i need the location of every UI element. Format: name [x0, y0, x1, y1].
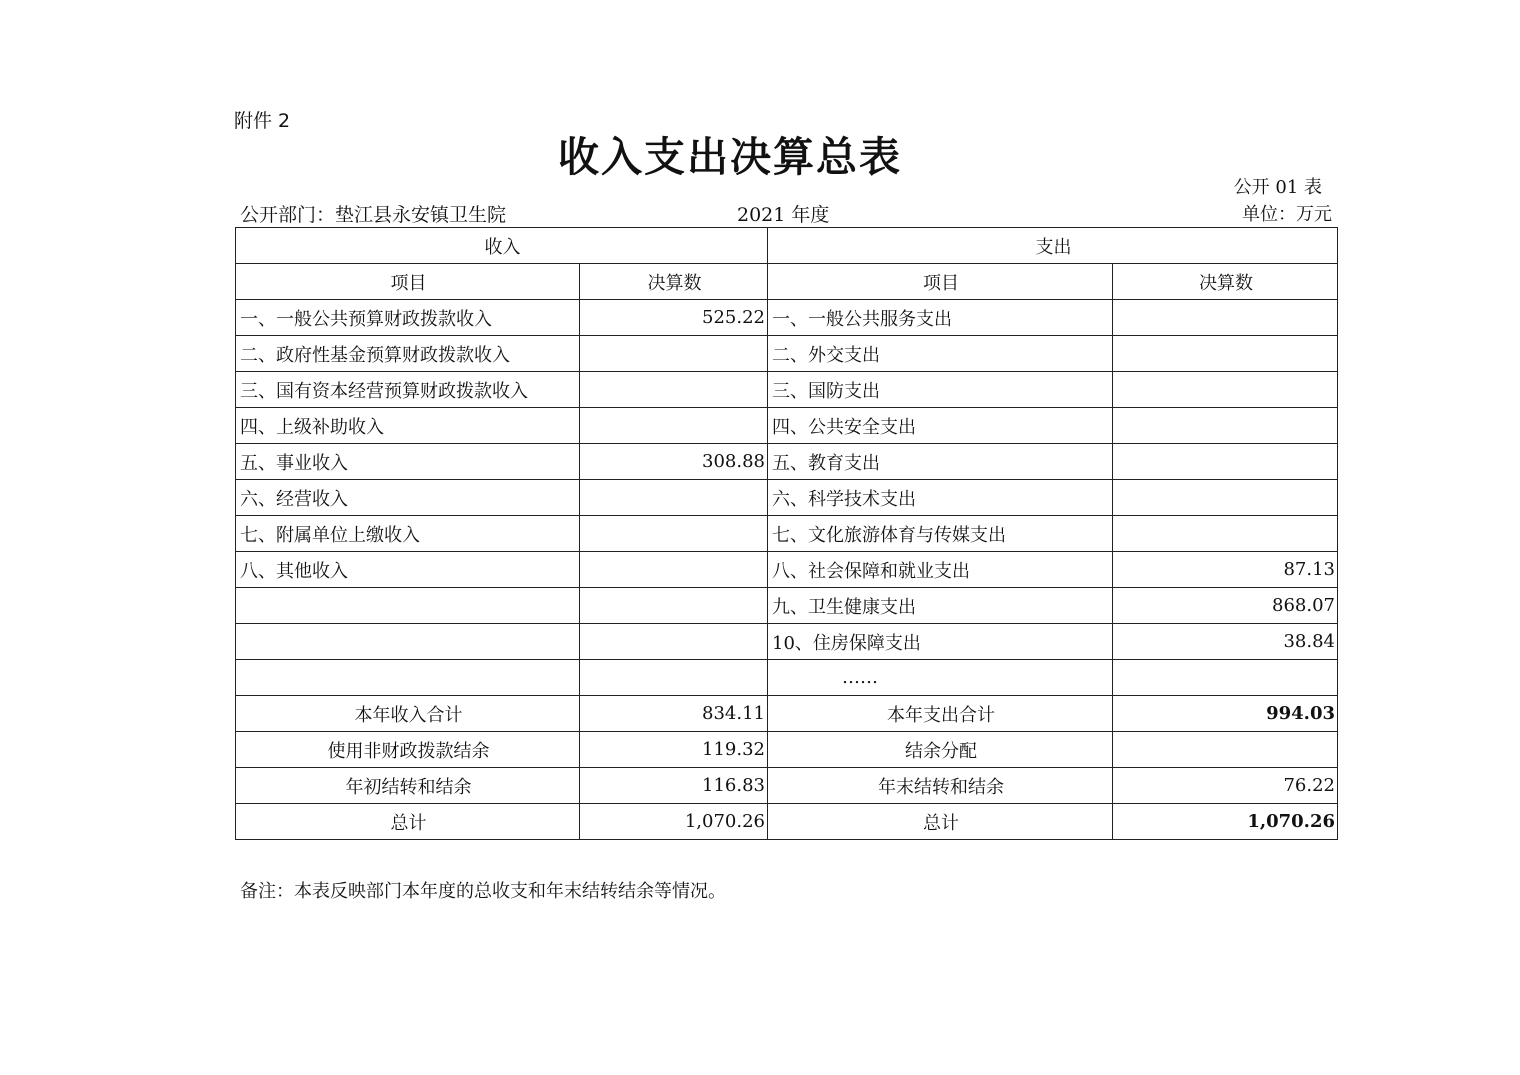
income-item: 四、上级补助收入 — [236, 408, 580, 444]
table-row — [236, 552, 1338, 588]
income-item: 三、国有资本经营预算财政拨款收入 — [236, 372, 580, 408]
income-item: 五、事业收入 — [236, 444, 580, 480]
income-amount — [580, 660, 768, 696]
expense-amount: 87.13 — [1113, 552, 1338, 588]
expense-item: 一、一般公共服务支出 — [768, 300, 1113, 336]
expense-amount — [1113, 516, 1338, 552]
table-row — [236, 480, 1338, 516]
income-amount — [580, 516, 768, 552]
footnote: 备注：本表反映部门本年度的总收支和年末结转结余等情况。 — [240, 881, 726, 902]
expense-summary-item: 本年支出合计 — [768, 696, 1113, 732]
income-summary-amount: 834.11 — [580, 696, 768, 732]
expense-amount: 38.84 — [1113, 624, 1338, 660]
expense-item-header: 项目 — [768, 264, 1113, 300]
expense-amount — [1113, 408, 1338, 444]
table-row — [236, 300, 1338, 336]
expense-summary-item: 年末结转和结余 — [768, 768, 1113, 804]
expense-item: 二、外交支出 — [768, 336, 1113, 372]
expense-item: 五、教育支出 — [768, 444, 1113, 480]
income-summary-item: 使用非财政拨款结余 — [236, 732, 580, 768]
income-item — [236, 624, 580, 660]
expense-amount: 868.07 — [1113, 588, 1338, 624]
expense-summary-item: 总计 — [768, 804, 1113, 840]
income-summary-amount: 1,070.26 — [580, 804, 768, 840]
table-number: 公开 01 表 — [1233, 177, 1322, 198]
income-header: 收入 — [236, 228, 768, 264]
summary-row — [236, 732, 1338, 768]
expense-summary-amount — [1113, 732, 1338, 768]
income-item: 八、其他收入 — [236, 552, 580, 588]
department-label: 公开部门：垫江县永安镇卫生院 — [240, 204, 507, 226]
income-summary-amount: 119.32 — [580, 732, 768, 768]
expense-summary-amount: 76.22 — [1113, 768, 1338, 804]
expense-amount — [1113, 336, 1338, 372]
fiscal-year: 2021 年度 — [737, 204, 830, 226]
income-summary-item: 总计 — [236, 804, 580, 840]
income-summary-item: 年初结转和结余 — [236, 768, 580, 804]
table-row — [236, 660, 1338, 696]
income-item — [236, 660, 580, 696]
income-amount — [580, 408, 768, 444]
income-amount — [580, 624, 768, 660]
section-header-row — [236, 228, 1338, 264]
income-item — [236, 588, 580, 624]
expense-amount — [1113, 444, 1338, 480]
income-item: 一、一般公共预算财政拨款收入 — [236, 300, 580, 336]
income-amount — [580, 552, 768, 588]
income-amount: 308.88 — [580, 444, 768, 480]
table-row — [236, 444, 1338, 480]
expense-item: 六、科学技术支出 — [768, 480, 1113, 516]
expense-item: 七、文化旅游体育与传媒支出 — [768, 516, 1113, 552]
summary-row — [236, 696, 1338, 732]
income-amount — [580, 336, 768, 372]
page-title: 收入支出决算总表 — [558, 133, 902, 181]
table-row — [236, 336, 1338, 372]
summary-row — [236, 768, 1338, 804]
summary-row — [236, 804, 1338, 840]
attachment-label: 附件 2 — [234, 110, 291, 132]
table-row — [236, 624, 1338, 660]
income-expense-table — [235, 227, 1338, 840]
expense-amount — [1113, 300, 1338, 336]
income-item: 六、经营收入 — [236, 480, 580, 516]
expense-amount — [1113, 480, 1338, 516]
expense-summary-amount: 1,070.26 — [1113, 804, 1338, 840]
income-amount — [580, 480, 768, 516]
table-row — [236, 372, 1338, 408]
income-amount — [580, 588, 768, 624]
income-item: 七、附属单位上缴收入 — [236, 516, 580, 552]
expense-item: …… — [768, 660, 1113, 696]
expense-item: 九、卫生健康支出 — [768, 588, 1113, 624]
table-row — [236, 588, 1338, 624]
table-row — [236, 408, 1338, 444]
expense-amount — [1113, 372, 1338, 408]
expense-amount-header: 决算数 — [1113, 264, 1338, 300]
income-item-header: 项目 — [236, 264, 580, 300]
expense-item: 八、社会保障和就业支出 — [768, 552, 1113, 588]
income-amount: 525.22 — [580, 300, 768, 336]
unit-label: 单位：万元 — [1242, 204, 1332, 225]
column-header-row — [236, 264, 1338, 300]
income-summary-amount: 116.83 — [580, 768, 768, 804]
expense-item: 三、国防支出 — [768, 372, 1113, 408]
income-amount-header: 决算数 — [580, 264, 768, 300]
expense-header: 支出 — [768, 228, 1338, 264]
expense-summary-item: 结余分配 — [768, 732, 1113, 768]
income-item: 二、政府性基金预算财政拨款收入 — [236, 336, 580, 372]
expense-amount — [1113, 660, 1338, 696]
expense-summary-amount: 994.03 — [1113, 696, 1338, 732]
expense-item: 四、公共安全支出 — [768, 408, 1113, 444]
table-row — [236, 516, 1338, 552]
income-summary-item: 本年收入合计 — [236, 696, 580, 732]
expense-item: 10、住房保障支出 — [768, 624, 1113, 660]
income-amount — [580, 372, 768, 408]
